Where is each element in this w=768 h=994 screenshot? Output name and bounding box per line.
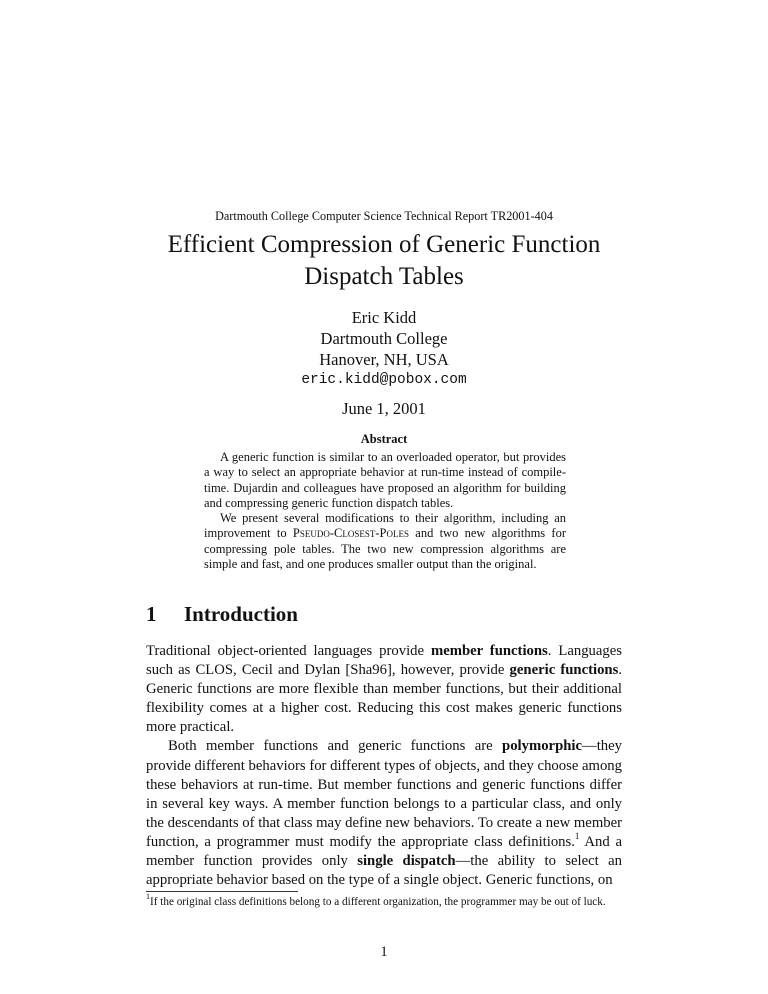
author-affiliation: Dartmouth College: [320, 329, 448, 348]
author-block: [0, 307, 768, 391]
section-number: 1: [146, 602, 157, 626]
author-location: Hanover, NH, USA: [319, 350, 449, 369]
body-paragraph-1: [146, 642, 622, 737]
abstract-body: [204, 450, 566, 572]
body-text-run: Traditional object-oriented languages provide: [146, 643, 431, 659]
abstract-paragraph-1: A generic function is similar to an overloaded operator, but provides a way to select an appropriate behavior at run-time instead of compile-time. Dujardin and colleagues have proposed an algorithm for building and compressing generic function dispatch tables.: [204, 450, 566, 510]
page-number: 1: [380, 944, 388, 960]
body-text-run: . Generic functions are more flexible than member functions, but their additional flexibility comes at a higher cost. Reducing this cost makes generic functions more practical.: [146, 662, 622, 736]
author-name: Eric Kidd: [351, 308, 417, 327]
bold-term: member functions: [430, 643, 548, 659]
paper-title: [0, 229, 768, 293]
footnote-marker[interactable]: 1: [574, 831, 580, 842]
section-heading: [146, 601, 626, 627]
title-line-2: Dispatch Tables: [304, 263, 464, 290]
abstract-p2-text-b: and two new algorithms for compressing pole tables. The two new compression algorithms are simple and fast, and one produces smaller output than the original.: [204, 526, 567, 572]
abstract-heading: Abstract: [360, 432, 408, 446]
footnote-mark: 1: [146, 892, 150, 902]
footnote-divider: [146, 891, 298, 892]
body-text-run: And a member function provides only: [146, 833, 622, 870]
body-text: [146, 642, 622, 890]
author-email: eric.kidd@pobox.com: [301, 372, 467, 388]
paper-date: June 1, 2001: [342, 399, 426, 418]
bold-term: polymorphic: [502, 738, 583, 755]
abstract-paragraph-2: [204, 511, 566, 572]
footnote: [146, 892, 622, 910]
section-title: Introduction: [184, 602, 298, 626]
abstract-p2-text-a: We present several modifications to their algorithm, including an improvement to: [204, 511, 566, 541]
body-paragraph-2: [146, 737, 622, 890]
body-text-run: —the ability to select an appropriate behavior based on the type of a single object. Generic functions, on: [146, 853, 622, 889]
algorithm-name: Pseudo-Closest-Poles: [292, 526, 409, 541]
bold-term: generic functions: [509, 662, 619, 679]
body-text-run: Both member functions and generic functions are: [168, 738, 503, 755]
report-header: Dartmouth College Computer Science Technical Report TR2001-404: [215, 209, 553, 223]
bold-term: single dispatch: [357, 853, 456, 870]
footnote-text: If the original class definitions belong to a different organization, the programmer may be out of luck.: [150, 896, 606, 908]
title-line-1: Efficient Compression of Generic Function: [167, 231, 601, 258]
body-text-run: —they provide different behaviors for different types of objects, and they choose among these behaviors at run-time. But member functions and generic functions differ in several key ways. A member function belongs to a particular class, and only the descendants of that class may define new behaviors. To create a new member function, a programmer must modify the appropriate class definitions.: [146, 738, 622, 850]
body-text-run: . Languages such as CLOS, Cecil and Dylan [Sha96], however, provide: [146, 643, 622, 679]
